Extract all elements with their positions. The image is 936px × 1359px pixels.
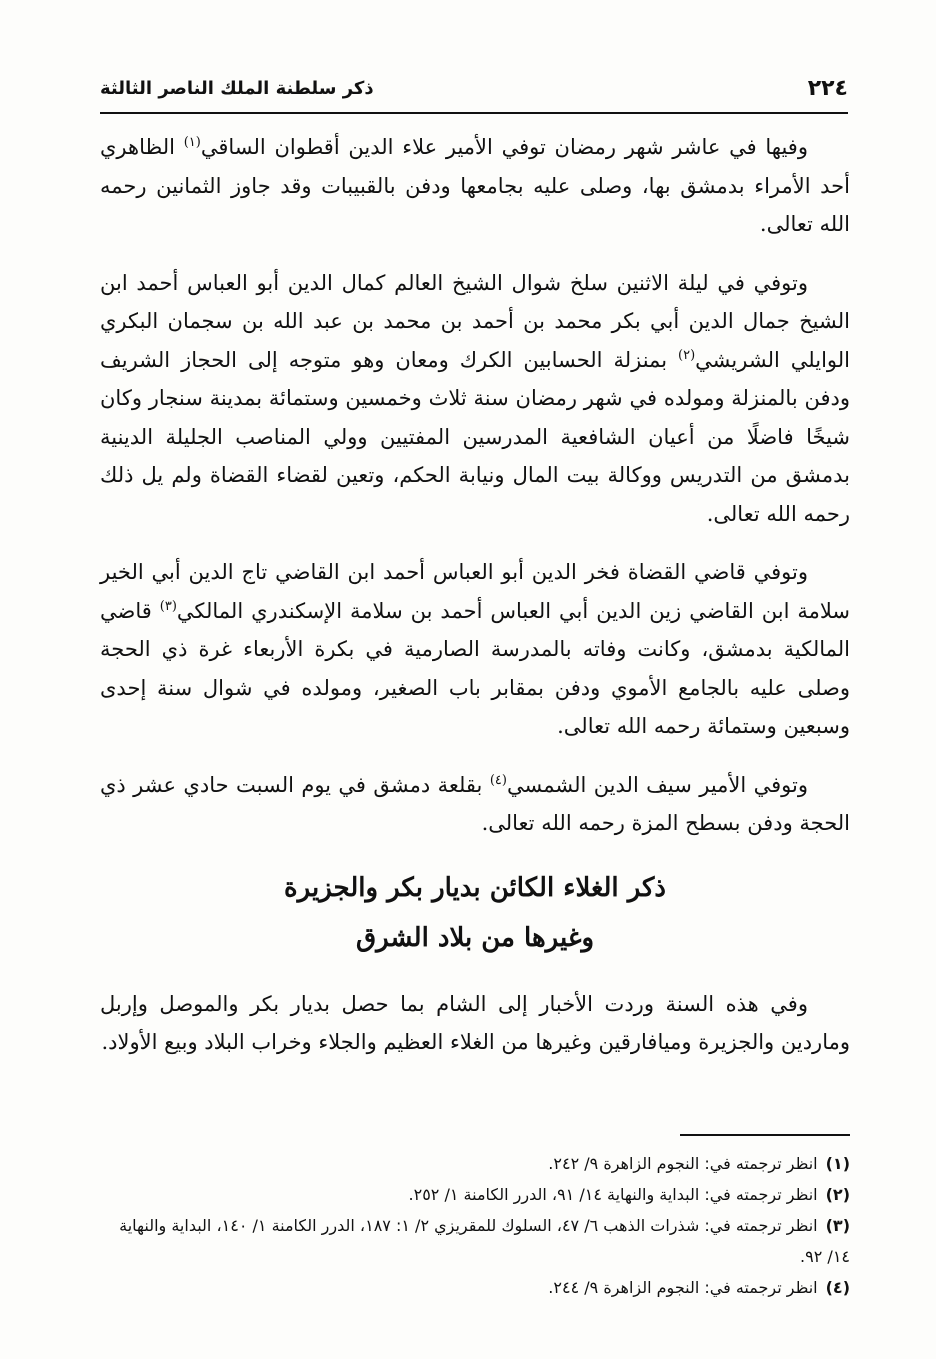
- footnote-ref-1: (١): [183, 135, 201, 150]
- paragraph-1-text-a: وفيها في عاشر شهر رمضان توفي الأمير علاء الدين أقطوان الساقي: [200, 135, 808, 159]
- paragraph-3-text-a: وتوفي قاضي القضاة فخر الدين أبو العباس أحمد ابن القاضي تاج الدين أبي الخير سلامة ابن القاضي زين الدين أبي العباس أحمد بن سلامة الإسكندري المالكي: [100, 560, 851, 623]
- footnote-4-number: (٤): [825, 1278, 850, 1297]
- paragraph-5: وفي هذه السنة وردت الأخبار إلى الشام بما حصل بديار بكر والموصل وإربل وماردين والجزيرة وميافارقين وغيرها من الغلاء العظيم والجلاء وخراب البلاد وبيع الأولاد.: [100, 991, 850, 1054]
- footnote-4: [100, 1272, 850, 1303]
- footnote-4-text: انظر ترجمته في: النجوم الزاهرة ٩/ ٢٤٤.: [548, 1278, 818, 1297]
- paragraph-3-text-b: قاضي المالكية بدمشق، وكانت وفاته بالمدرسة الصارمية في بكرة الأربعاء غرة ذي الحجة وصلى عليه بالجامع الأموي ودفن بمقابر باب الصغير، ومولده في شوال سنة إحدى وسبعين وستمائة رحمه الله تعالى.: [100, 598, 850, 738]
- section-heading-line-1: ذكر الغلاء الكائن بديار بكر والجزيرة: [283, 872, 666, 903]
- footnotes: [100, 1148, 850, 1303]
- page-number: ٢٢٤: [807, 76, 848, 101]
- paragraph-2-text-b: بمنزلة الحسابين الكرك ومعان وهو متوجه إلى الحجاز الشريف ودفن بالمنزلة ومولده في شهر رمضان سنة ثلاث وخمسين وستمائة بمدينة سنجار وكان شيخًا فاضلًا من أعيان الشافعية المدرسين المفتيين وولي المناصب الجليلة الدينية بدمشق من التدريس ووكالة بيت المال ونيابة الحكم، وتعين لقضاء القضاة ولم يل ذلك رحمه الله تعالى.: [100, 347, 850, 526]
- main-text: [100, 128, 850, 1082]
- footnote-3-text: انظر ترجمته في: شذرات الذهب ٦/ ٤٧، السلوك للمقريزي ٢/ ١: ١٨٧، الدرر الكامنة ١/ ١٤٠، البداية والنهاية ١٤/ ٩٢.: [119, 1216, 850, 1266]
- footnote-2: [100, 1179, 850, 1210]
- footnote-1-text: انظر ترجمته في: النجوم الزاهرة ٩/ ٢٤٢.: [548, 1154, 818, 1173]
- paragraph-4-text-a: وتوفي الأمير سيف الدين الشمسي: [506, 772, 809, 797]
- footnote-3: [100, 1210, 850, 1272]
- footnote-ref-2: (٢): [678, 347, 696, 363]
- page-header: [100, 72, 848, 114]
- paragraph-1: [100, 128, 850, 244]
- footnote-separator: [680, 1134, 850, 1136]
- footnote-2-text: انظر ترجمته في: البداية والنهاية ١٤/ ٩١، الدرر الكامنة ١/ ٢٥٢.: [408, 1185, 818, 1204]
- footnote-1: [100, 1148, 850, 1179]
- paragraph-1-text-b: الظاهري أحد الأمراء بدمشق بها، وصلى عليه بجامعها ودفن بالقبيبات وقد جاوز الثمانين رحمه الله تعالى.: [100, 135, 850, 236]
- footnote-ref-4: (٤): [489, 772, 507, 788]
- section-heading-line-2: وغيرها من بلاد الشرق: [355, 922, 595, 953]
- paragraph-4: [100, 766, 850, 843]
- paragraph-2: [100, 264, 850, 534]
- footnote-1-number: (١): [825, 1154, 850, 1173]
- running-title: ذكر سلطنة الملك الناصر الثالثة: [100, 78, 374, 99]
- footnote-ref-3: (٣): [159, 598, 177, 614]
- paragraph-2-text-a: وتوفي في ليلة الاثنين سلخ شوال الشيخ العالم كمال الدين أبو العباس أحمد ابن الشيخ جمال الدين أبي بكر محمد بن أحمد بن محمد بن عبد الله بن سجمان البكري الوايلي الشريشي: [100, 270, 851, 372]
- footnote-3-number: (٣): [825, 1216, 850, 1235]
- section-heading: [100, 863, 850, 963]
- paragraph-4-text-b: بقلعة دمشق في يوم السبت حادي عشر ذي الحجة ودفن بسطح المزة رحمه الله تعالى.: [100, 772, 850, 835]
- footnote-2-number: (٢): [825, 1185, 850, 1204]
- paragraph-3: [100, 553, 850, 746]
